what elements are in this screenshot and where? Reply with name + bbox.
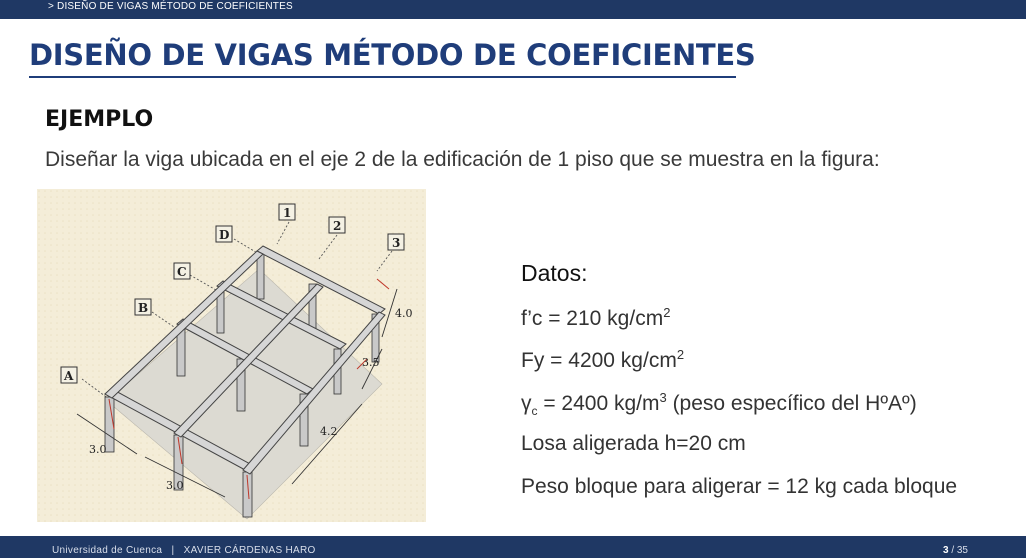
page-title: DISEÑO DE VIGAS MÉTODO DE COEFICIENTES [29, 38, 756, 72]
title-underline [29, 76, 736, 78]
section-heading: EJEMPLO [45, 107, 154, 132]
axis-label: A [64, 369, 74, 383]
axis-label: B [138, 301, 149, 315]
fc-line: f’c = 210 $kg/cm^2$ [521, 305, 671, 330]
breadcrumb[interactable] [48, 0, 293, 13]
losa-line: Losa aligerada h=20 cm [521, 432, 746, 455]
footer-credits: Universidad de Cuenca | XAVIER CÁRDENAS HARO [52, 545, 316, 556]
gamma-line: $\gamma_c = 2400$ $kg/m^3$ (peso específico del HºAº) [521, 390, 917, 418]
structure-figure [37, 189, 426, 522]
axis-label: D [219, 228, 230, 242]
dimension-label: 4.2 [320, 425, 338, 438]
dimension-label: 4.0 [395, 307, 413, 320]
fy-line: Fy = 4200 $kg/cm^2$ [521, 347, 685, 372]
header-bar [0, 0, 1026, 19]
footer-bar [0, 536, 1026, 558]
axis-label: 3 [392, 236, 401, 250]
axis-label: 1 [283, 206, 292, 220]
gamma-symbol: γ [521, 392, 532, 415]
page-number: 3 / 35 [942, 545, 968, 556]
dimension-label: 3.0 [89, 443, 107, 456]
axis-label: C [177, 265, 187, 279]
axis-label: 2 [333, 219, 342, 233]
peso-line: Peso bloque para aligerar = 12 kg cada bloque [521, 475, 958, 498]
breadcrumb-label: DISEÑO DE VIGAS MÉTODO DE COEFICIENTES [57, 1, 293, 12]
data-heading: Datos: [521, 260, 588, 286]
breadcrumb-arrow-icon: > [48, 1, 55, 12]
intro-text: Diseñar la viga ubicada en el eje 2 de la edificación de 1 piso que se muestra en la figura: [45, 148, 880, 171]
dimension-label: 3.5 [362, 356, 380, 369]
dimension-label: 3.0 [166, 479, 184, 492]
